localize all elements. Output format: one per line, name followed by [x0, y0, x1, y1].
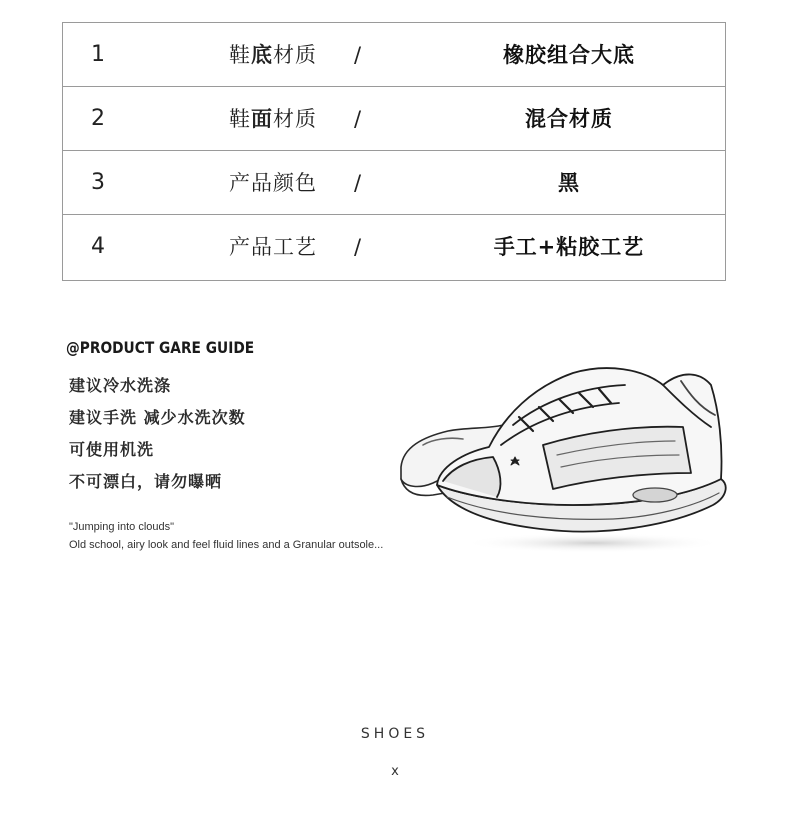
- care-instruction: 可使用机洗: [69, 440, 155, 459]
- spec-row: [63, 87, 725, 151]
- spec-separator: /: [354, 171, 362, 195]
- spec-value: 黑: [558, 171, 580, 195]
- care-instructions-list: [69, 372, 246, 500]
- spec-row: [63, 215, 725, 280]
- spec-separator: /: [354, 235, 362, 259]
- spec-number: 2: [91, 106, 105, 131]
- sneaker-sketch-illustration: [393, 355, 733, 555]
- spec-label: 鞋底材质: [229, 43, 317, 67]
- spec-row: [63, 151, 725, 215]
- footer-mark: x: [391, 764, 399, 779]
- spec-label: 产品工艺: [229, 235, 317, 259]
- footer-label: SHOES: [360, 726, 430, 742]
- spec-label: 鞋面材质: [229, 107, 317, 131]
- spec-number: 3: [91, 170, 105, 195]
- spec-number: 1: [91, 42, 105, 67]
- care-instruction: 建议手洗 减少水洗次数: [69, 408, 246, 427]
- tagline-text: Old school, airy look and feel fluid lines and a Granular outsole...: [69, 539, 384, 551]
- spec-table: [62, 22, 726, 281]
- spec-separator: /: [354, 107, 362, 131]
- care-instruction: 建议冷水洗涤: [69, 376, 172, 395]
- tagline-quote: "Jumping into clouds": [69, 521, 175, 533]
- spec-value: 混合材质: [525, 107, 613, 131]
- spec-label: 产品颜色: [229, 171, 317, 195]
- spec-number: 4: [91, 234, 105, 259]
- spec-row: [63, 23, 725, 87]
- spec-separator: /: [354, 43, 362, 67]
- care-guide-title: @PRODUCT GARE GUIDE: [66, 338, 255, 357]
- spec-value: 手工+粘胶工艺: [493, 235, 645, 259]
- care-instruction: 不可漂白，请勿曝晒: [69, 472, 223, 491]
- spec-value: 橡胶组合大底: [503, 43, 635, 67]
- tagline: [69, 518, 409, 554]
